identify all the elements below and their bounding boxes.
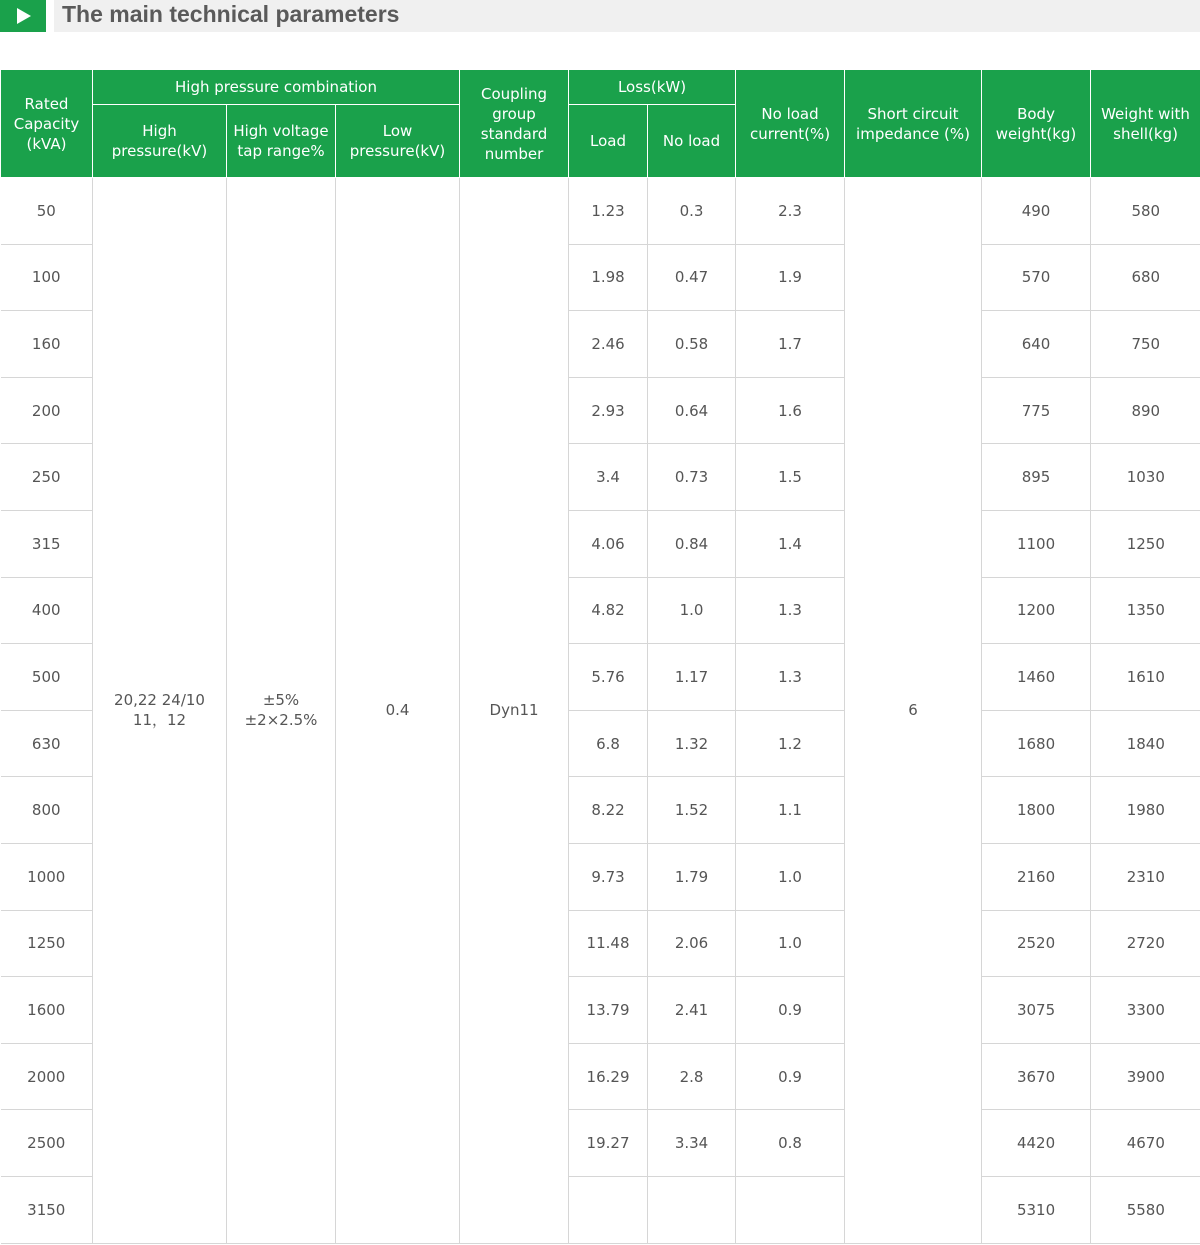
no-load-cell: 1.79 (648, 843, 736, 910)
no-load-cell: 0.47 (648, 244, 736, 311)
parameters-table (0, 69, 1200, 1244)
capacity-cell: 3150 (1, 1176, 93, 1243)
no-load-cell: 0.73 (648, 444, 736, 511)
header-rated-capacity: Rated Capacity (kVA) (1, 70, 93, 178)
no-load-cell: 1.0 (648, 577, 736, 644)
no-load-current-cell: 1.3 (736, 577, 845, 644)
no-load-current-cell: 1.1 (736, 777, 845, 844)
capacity-cell: 2000 (1, 1043, 93, 1110)
short-circuit-impedance-value: 6 (845, 178, 982, 1244)
body-weight-cell: 1680 (982, 710, 1091, 777)
load-cell: 1.98 (569, 244, 648, 311)
header-load: Load (569, 105, 648, 178)
body-weight-cell: 2520 (982, 910, 1091, 977)
header-tap-range: High voltage tap range% (227, 105, 336, 178)
load-cell: 4.82 (569, 577, 648, 644)
header-high-pressure-combination: High pressure combination (93, 70, 460, 105)
no-load-cell: 1.32 (648, 710, 736, 777)
high-pressure-value: 20,22 24/10 11，12 (93, 178, 227, 1244)
load-cell: 9.73 (569, 843, 648, 910)
weight-with-shell-cell: 2310 (1091, 843, 1200, 910)
no-load-current-cell: 1.2 (736, 710, 845, 777)
capacity-cell: 1600 (1, 977, 93, 1044)
section-title-bar (0, 0, 1200, 32)
body-weight-cell: 1200 (982, 577, 1091, 644)
no-load-cell: 1.52 (648, 777, 736, 844)
no-load-current-cell: 1.0 (736, 910, 845, 977)
no-load-cell: 3.34 (648, 1110, 736, 1177)
header-short-circuit-impedance: Short circuit impedance (%) (845, 70, 982, 178)
load-cell: 8.22 (569, 777, 648, 844)
load-cell: 5.76 (569, 644, 648, 711)
no-load-current-cell: 1.9 (736, 244, 845, 311)
load-cell (569, 1176, 648, 1243)
load-cell: 6.8 (569, 710, 648, 777)
no-load-current-cell: 1.6 (736, 377, 845, 444)
no-load-cell: 0.84 (648, 510, 736, 577)
capacity-cell: 250 (1, 444, 93, 511)
weight-with-shell-cell: 1980 (1091, 777, 1200, 844)
no-load-current-cell: 1.0 (736, 843, 845, 910)
body-weight-cell: 490 (982, 178, 1091, 245)
coupling-group-value: Dyn11 (460, 178, 569, 1244)
load-cell: 3.4 (569, 444, 648, 511)
no-load-cell: 2.8 (648, 1043, 736, 1110)
weight-with-shell-cell: 4670 (1091, 1110, 1200, 1177)
body-weight-cell: 640 (982, 311, 1091, 378)
body-weight-cell: 1100 (982, 510, 1091, 577)
capacity-cell: 1250 (1, 910, 93, 977)
no-load-cell: 0.3 (648, 178, 736, 245)
no-load-cell: 2.41 (648, 977, 736, 1044)
load-cell: 2.93 (569, 377, 648, 444)
weight-with-shell-cell: 1840 (1091, 710, 1200, 777)
capacity-cell: 630 (1, 710, 93, 777)
tap-range-value: ±5% ±2×2.5% (227, 178, 336, 1244)
section-title: The main technical parameters (62, 1, 400, 27)
weight-with-shell-cell: 3300 (1091, 977, 1200, 1044)
header-no-load-current: No load current(%) (736, 70, 845, 178)
body-weight-cell: 775 (982, 377, 1091, 444)
no-load-current-cell: 2.3 (736, 178, 845, 245)
no-load-current-cell: 0.9 (736, 977, 845, 1044)
header-low-pressure: Low pressure(kV) (336, 105, 460, 178)
body-weight-cell: 1800 (982, 777, 1091, 844)
table-row (1, 178, 1200, 245)
weight-with-shell-cell: 1350 (1091, 577, 1200, 644)
weight-with-shell-cell: 1250 (1091, 510, 1200, 577)
capacity-cell: 2500 (1, 1110, 93, 1177)
capacity-cell: 200 (1, 377, 93, 444)
weight-with-shell-cell: 890 (1091, 377, 1200, 444)
no-load-current-cell: 0.8 (736, 1110, 845, 1177)
body-weight-cell: 1460 (982, 644, 1091, 711)
load-cell: 2.46 (569, 311, 648, 378)
no-load-cell: 2.06 (648, 910, 736, 977)
header-loss: Loss(kW) (569, 70, 736, 105)
body-weight-cell: 3670 (982, 1043, 1091, 1110)
capacity-cell: 500 (1, 644, 93, 711)
low-pressure-value: 0.4 (336, 178, 460, 1244)
capacity-cell: 315 (1, 510, 93, 577)
weight-with-shell-cell: 5580 (1091, 1176, 1200, 1243)
load-cell: 1.23 (569, 178, 648, 245)
no-load-current-cell: 0.9 (736, 1043, 845, 1110)
table-body (1, 178, 1200, 1244)
body-weight-cell: 3075 (982, 977, 1091, 1044)
header-high-pressure: High pressure(kV) (93, 105, 227, 178)
no-load-cell: 1.17 (648, 644, 736, 711)
body-weight-cell: 5310 (982, 1176, 1091, 1243)
header-no-load: No load (648, 105, 736, 178)
header-weight-with-shell: Weight with shell(kg) (1091, 70, 1200, 178)
body-weight-cell: 895 (982, 444, 1091, 511)
body-weight-cell: 4420 (982, 1110, 1091, 1177)
body-weight-cell: 2160 (982, 843, 1091, 910)
capacity-cell: 100 (1, 244, 93, 311)
capacity-cell: 50 (1, 178, 93, 245)
no-load-current-cell: 1.7 (736, 311, 845, 378)
no-load-current-cell: 1.3 (736, 644, 845, 711)
no-load-current-cell (736, 1176, 845, 1243)
weight-with-shell-cell: 580 (1091, 178, 1200, 245)
no-load-current-cell: 1.4 (736, 510, 845, 577)
load-cell: 16.29 (569, 1043, 648, 1110)
no-load-cell: 0.64 (648, 377, 736, 444)
load-cell: 13.79 (569, 977, 648, 1044)
header-body-weight: Body weight(kg) (982, 70, 1091, 178)
weight-with-shell-cell: 680 (1091, 244, 1200, 311)
load-cell: 4.06 (569, 510, 648, 577)
capacity-cell: 160 (1, 311, 93, 378)
weight-with-shell-cell: 750 (1091, 311, 1200, 378)
no-load-cell (648, 1176, 736, 1243)
weight-with-shell-cell: 2720 (1091, 910, 1200, 977)
load-cell: 19.27 (569, 1110, 648, 1177)
no-load-current-cell: 1.5 (736, 444, 845, 511)
weight-with-shell-cell: 1610 (1091, 644, 1200, 711)
header-coupling-group: Coupling group standard number (460, 70, 569, 178)
capacity-cell: 400 (1, 577, 93, 644)
capacity-cell: 1000 (1, 843, 93, 910)
body-weight-cell: 570 (982, 244, 1091, 311)
load-cell: 11.48 (569, 910, 648, 977)
weight-with-shell-cell: 1030 (1091, 444, 1200, 511)
capacity-cell: 800 (1, 777, 93, 844)
no-load-cell: 0.58 (648, 311, 736, 378)
play-arrow-icon (0, 0, 46, 32)
weight-with-shell-cell: 3900 (1091, 1043, 1200, 1110)
